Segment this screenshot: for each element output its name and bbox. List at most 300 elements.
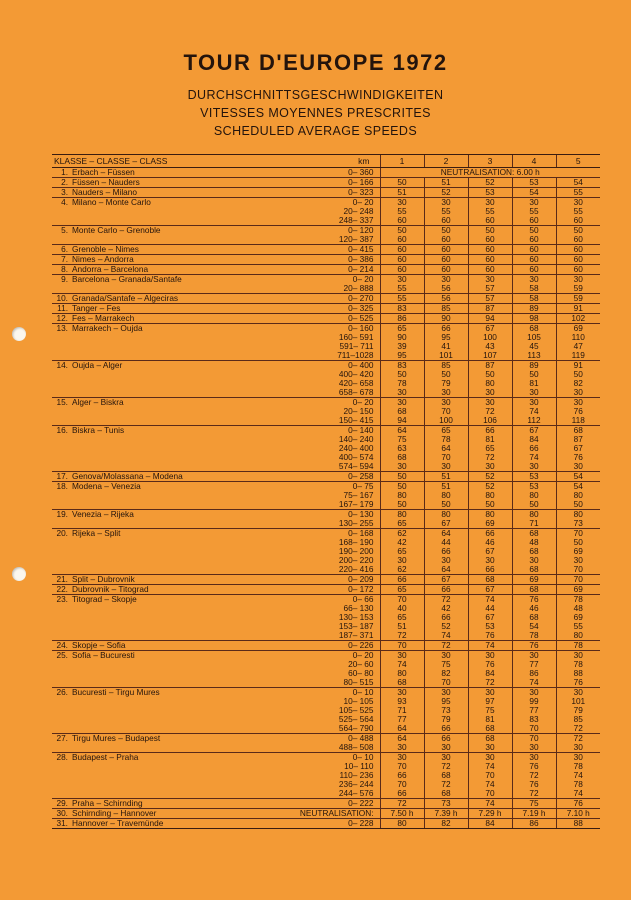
speed-value: 60: [485, 244, 495, 254]
speed-value: 54: [573, 177, 583, 187]
speed-class-2: [424, 651, 468, 688]
stage-route: Milano – Monte Carlo: [72, 198, 252, 226]
speed-value: 60: [573, 264, 583, 274]
speed-class-4: [512, 304, 556, 314]
km-range: 248– 337: [338, 215, 374, 225]
speed-value: 65: [397, 584, 407, 594]
speed-value: 60: [529, 254, 539, 264]
speed-value: 55: [397, 206, 407, 216]
km-range: 0– 214: [348, 264, 374, 274]
speed-value: 64: [441, 564, 451, 574]
speed-class-3: [468, 585, 512, 595]
km-range: 220– 416: [338, 564, 374, 574]
speed-class-1: [380, 188, 424, 198]
speed-value: 65: [397, 612, 407, 622]
speed-value: 30: [573, 752, 583, 762]
speed-value: 72: [485, 452, 495, 462]
speed-class-2: [424, 472, 468, 482]
speed-value: 60: [485, 234, 495, 244]
speed-value: 50: [529, 499, 539, 509]
header-km: km: [252, 155, 380, 168]
speed-class-4: [512, 819, 556, 829]
stage-route: Andorra – Barcelona: [72, 265, 252, 275]
stage-km: [252, 809, 380, 819]
km-range: 110– 236: [339, 770, 374, 780]
speed-value: 86: [529, 818, 539, 828]
stage-route: Oujda – Alger: [72, 361, 252, 398]
speed-class-5: [556, 226, 600, 245]
speed-value: 102: [571, 313, 586, 323]
speed-value: 58: [529, 283, 539, 293]
km-range: 240– 400: [338, 443, 374, 453]
km-range: 0– 415: [348, 244, 374, 254]
speed-value: 70: [573, 528, 583, 538]
speed-value: 76: [529, 761, 539, 771]
stage-km: [252, 275, 380, 294]
speed-class-4: [512, 324, 556, 361]
speed-class-3: [468, 265, 512, 275]
km-range: 591– 711: [339, 341, 374, 351]
speed-class-1: [380, 651, 424, 688]
km-range: 0– 222: [348, 798, 374, 808]
stage-km: [252, 178, 380, 188]
stage-route: Fes – Marrakech: [72, 314, 252, 324]
speed-class-2: [424, 482, 468, 510]
speed-value: 83: [529, 714, 539, 724]
speed-class-1: [380, 398, 424, 426]
stage-route: Alger – Biskra: [72, 398, 252, 426]
speed-value: 30: [529, 461, 539, 471]
speed-value: 82: [573, 378, 583, 388]
speed-value: 55: [397, 283, 407, 293]
speed-value: 91: [573, 303, 583, 313]
speed-value: 30: [485, 274, 495, 284]
speed-value: 30: [397, 397, 407, 407]
speed-value: 62: [397, 564, 407, 574]
speed-value: 67: [529, 425, 539, 435]
speed-value: 80: [397, 668, 407, 678]
speed-value: 30: [573, 197, 583, 207]
speed-value: 70: [529, 733, 539, 743]
speed-value: 113: [527, 350, 541, 360]
speed-value: 66: [441, 723, 451, 733]
speed-class-4: [512, 314, 556, 324]
km-range: 525– 564: [338, 714, 374, 724]
table-row: [52, 178, 600, 188]
speed-class-5: [556, 275, 600, 294]
speed-class-4: [512, 510, 556, 529]
stage-route: Budapest – Praha: [72, 753, 252, 799]
speed-value: 64: [441, 443, 451, 453]
speed-value: 74: [441, 630, 451, 640]
stage-number: 18.: [52, 482, 72, 510]
stage-route: Genova/Molassana – Modena: [72, 472, 252, 482]
speed-value: 44: [485, 603, 495, 613]
speed-value: 50: [485, 369, 495, 379]
speed-value: 85: [441, 360, 451, 370]
speed-value: 30: [573, 687, 583, 697]
speed-class-3: [468, 595, 512, 641]
km-range: 167– 179: [338, 499, 374, 509]
km-range: 0– 270: [348, 293, 374, 303]
speed-class-1: [380, 641, 424, 651]
table-row: [52, 529, 600, 575]
speed-class-1: [380, 753, 424, 799]
speed-class-1: [380, 324, 424, 361]
speed-class-3: [468, 809, 512, 819]
speed-class-3: [468, 472, 512, 482]
speed-value: 90: [441, 313, 451, 323]
km-range: 60– 80: [348, 668, 374, 678]
speed-value: 80: [397, 490, 407, 500]
stage-number: 6.: [52, 245, 72, 255]
speed-class-4: [512, 753, 556, 799]
table-row: [52, 245, 600, 255]
speed-value: 74: [485, 779, 495, 789]
speed-class-3: [468, 294, 512, 304]
km-range: 236– 244: [338, 779, 374, 789]
speed-class-5: [556, 799, 600, 809]
speed-class-4: [512, 799, 556, 809]
km-range: 488– 508: [338, 742, 374, 752]
speed-class-5: [556, 188, 600, 198]
speed-value: 46: [485, 537, 495, 547]
km-range: 20– 888: [343, 283, 374, 293]
km-range: 187– 371: [338, 630, 374, 640]
speed-value: 42: [441, 603, 451, 613]
speed-value: 68: [529, 546, 539, 556]
table-header-row: [52, 155, 600, 168]
speed-class-2: [424, 688, 468, 734]
stage-route: Nauders – Milano: [72, 188, 252, 198]
speed-value: 60: [573, 234, 583, 244]
speed-value: 30: [441, 742, 451, 752]
speed-value: 76: [485, 659, 495, 669]
speed-class-1: [380, 482, 424, 510]
speed-value: 74: [529, 677, 539, 687]
stage-km: [252, 361, 380, 398]
table-row: [52, 799, 600, 809]
speed-value: 78: [573, 640, 583, 650]
speed-value: 72: [529, 788, 539, 798]
speed-value: 30: [485, 197, 495, 207]
table-row: [52, 324, 600, 361]
speed-value: 30: [529, 687, 539, 697]
speed-value: 77: [529, 659, 539, 669]
stage-number: 4.: [52, 198, 72, 226]
stage-number: 16.: [52, 426, 72, 472]
speed-value: 30: [573, 387, 583, 397]
speed-value: 87: [485, 360, 495, 370]
stage-route: Bucuresti – Tirgu Mures: [72, 688, 252, 734]
stage-km: [252, 753, 380, 799]
speed-value: 30: [397, 687, 407, 697]
speed-class-2: [424, 265, 468, 275]
km-range: 0– 20: [352, 650, 374, 660]
speed-class-2: [424, 398, 468, 426]
speed-value: 64: [397, 723, 407, 733]
stage-km: [252, 575, 380, 585]
speed-value: 60: [441, 244, 451, 254]
speed-value: 66: [485, 564, 495, 574]
speed-value: 60: [529, 264, 539, 274]
speed-class-2: [424, 809, 468, 819]
speed-value: 55: [397, 293, 407, 303]
speed-class-5: [556, 245, 600, 255]
speed-class-5: [556, 294, 600, 304]
stage-route: Tirgu Mures – Budapest: [72, 734, 252, 753]
stage-km: [252, 734, 380, 753]
speed-value: 64: [397, 733, 407, 743]
subtitle-english: SCHEDULED AVERAGE SPEEDS: [213, 124, 418, 138]
speed-class-4: [512, 245, 556, 255]
speed-class-1: [380, 426, 424, 472]
speed-value: 86: [397, 313, 407, 323]
table-row: [52, 472, 600, 482]
stage-route: Biskra – Tunis: [72, 426, 252, 472]
speed-value: 41: [441, 341, 451, 351]
speed-value: 57: [485, 283, 495, 293]
neutralisation-note: NEUTRALISATION: 6.00 h: [380, 168, 600, 178]
speed-value: 65: [397, 546, 407, 556]
speed-value: 73: [573, 518, 583, 528]
speed-value: 7.39 h: [434, 808, 458, 818]
table-row: [52, 294, 600, 304]
speed-value: 76: [529, 594, 539, 604]
speed-class-3: [468, 529, 512, 575]
speed-class-3: [468, 753, 512, 799]
speed-value: 70: [441, 452, 451, 462]
km-range: 0– 325: [348, 303, 374, 313]
stage-number: 7.: [52, 255, 72, 265]
speed-value: 55: [485, 206, 495, 216]
stage-number: 17.: [52, 472, 72, 482]
speed-value: 74: [529, 452, 539, 462]
speed-value: 98: [529, 313, 539, 323]
stage-km: [252, 398, 380, 426]
speed-value: 48: [529, 537, 539, 547]
stage-number: 10.: [52, 294, 72, 304]
speed-value: 66: [441, 612, 451, 622]
table-row: [52, 734, 600, 753]
speed-value: 84: [529, 434, 539, 444]
speed-value: 56: [441, 293, 451, 303]
speed-value: 89: [529, 303, 539, 313]
speed-value: 100: [483, 332, 497, 342]
speed-value: 72: [573, 723, 583, 733]
speed-value: 68: [529, 584, 539, 594]
speed-value: 30: [485, 752, 495, 762]
stage-route: Hannover – Travemünde: [72, 819, 252, 829]
speed-value: 72: [485, 406, 495, 416]
speed-value: 78: [573, 594, 583, 604]
table-row: [52, 595, 600, 641]
speed-value: 67: [485, 323, 495, 333]
speed-value: 68: [573, 425, 583, 435]
speed-value: 62: [397, 528, 407, 538]
header-class-5: 5: [556, 155, 600, 168]
stage-route: Marrakech – Oujda: [72, 324, 252, 361]
speed-value: 55: [573, 187, 583, 197]
speed-class-4: [512, 575, 556, 585]
speed-value: 80: [485, 509, 495, 519]
speed-class-1: [380, 799, 424, 809]
speed-value: 68: [397, 406, 407, 416]
stage-km: [252, 265, 380, 275]
speed-value: 50: [397, 369, 407, 379]
speed-value: 76: [573, 406, 583, 416]
speed-value: 86: [529, 668, 539, 678]
stage-route: Dubrovnik – Titograd: [72, 585, 252, 595]
km-range: 130– 153: [338, 612, 374, 622]
speed-value: 30: [441, 274, 451, 284]
stage-number: 26.: [52, 688, 72, 734]
km-range: 190– 200: [338, 546, 374, 556]
speed-class-5: [556, 198, 600, 226]
speed-class-2: [424, 734, 468, 753]
speed-value: 60: [397, 254, 407, 264]
speed-value: 75: [441, 659, 451, 669]
km-range: 0– 120: [348, 225, 374, 235]
speed-value: 30: [397, 461, 407, 471]
speed-class-5: [556, 688, 600, 734]
speed-class-3: [468, 734, 512, 753]
speed-value: 60: [441, 215, 451, 225]
table-row: [52, 265, 600, 275]
speed-class-5: [556, 809, 600, 819]
speed-value: 30: [529, 387, 539, 397]
speed-value: 7.29 h: [478, 808, 502, 818]
speed-class-3: [468, 819, 512, 829]
km-range: 20– 248: [343, 206, 374, 216]
stage-number: 14.: [52, 361, 72, 398]
speed-class-4: [512, 398, 556, 426]
table-row: [52, 688, 600, 734]
speed-value: 101: [439, 350, 453, 360]
speed-value: 112: [527, 415, 541, 425]
stage-km: [252, 226, 380, 245]
stage-route: Skopje – Sofia: [72, 641, 252, 651]
speed-value: 78: [573, 779, 583, 789]
speed-class-5: [556, 324, 600, 361]
km-range: 711–1028: [337, 350, 374, 360]
table-row: [52, 575, 600, 585]
speed-class-5: [556, 472, 600, 482]
speed-class-1: [380, 304, 424, 314]
speed-value: 80: [573, 509, 583, 519]
speed-value: 30: [573, 461, 583, 471]
stage-number: 12.: [52, 314, 72, 324]
speed-class-4: [512, 188, 556, 198]
speed-value: 68: [397, 677, 407, 687]
speed-value: 30: [441, 461, 451, 471]
speed-value: 74: [573, 788, 583, 798]
speed-class-4: [512, 178, 556, 188]
speed-value: 106: [483, 415, 497, 425]
speed-class-2: [424, 575, 468, 585]
stage-km: [252, 426, 380, 472]
speed-value: 69: [573, 546, 583, 556]
stage-route: Titograd – Skopje: [72, 595, 252, 641]
speed-class-2: [424, 595, 468, 641]
speed-value: 79: [441, 714, 451, 724]
speed-value: 55: [529, 206, 539, 216]
speed-class-5: [556, 426, 600, 472]
subtitle-german: DURCHSCHNITTSGESCHWINDIGKEITEN: [187, 88, 444, 102]
speed-value: 76: [573, 452, 583, 462]
speed-value: 70: [573, 564, 583, 574]
speed-class-2: [424, 426, 468, 472]
speed-class-1: [380, 265, 424, 275]
stage-km: [252, 510, 380, 529]
speed-value: 91: [573, 360, 583, 370]
speed-class-2: [424, 799, 468, 809]
speed-value: 51: [397, 187, 407, 197]
speed-value: 50: [441, 225, 451, 235]
km-range: 105– 525: [338, 705, 374, 715]
speed-class-4: [512, 255, 556, 265]
stage-number: 31.: [52, 819, 72, 829]
speed-value: 74: [485, 640, 495, 650]
speed-class-3: [468, 398, 512, 426]
speed-value: 80: [441, 490, 451, 500]
speed-class-1: [380, 275, 424, 294]
speed-value: 52: [441, 187, 451, 197]
speed-value: 46: [529, 603, 539, 613]
speed-value: 76: [573, 798, 583, 808]
stage-km: [252, 314, 380, 324]
speed-value: 60: [529, 215, 539, 225]
km-range: 0– 20: [352, 397, 374, 407]
km-range: 0– 10: [352, 687, 374, 697]
stage-number: 25.: [52, 651, 72, 688]
speed-class-1: [380, 226, 424, 245]
km-range: 160– 591: [338, 332, 374, 342]
km-range: 400– 574: [338, 452, 374, 462]
speed-value: 68: [397, 452, 407, 462]
km-range: 75– 167: [343, 490, 374, 500]
km-range: 150– 415: [338, 415, 374, 425]
speed-value: 30: [529, 197, 539, 207]
speed-class-2: [424, 188, 468, 198]
table-body: [52, 168, 600, 829]
speed-value: 55: [573, 206, 583, 216]
km-range: 0– 488: [348, 733, 374, 743]
speed-class-4: [512, 809, 556, 819]
speed-value: 70: [573, 574, 583, 584]
stage-number: 13.: [52, 324, 72, 361]
km-range: 420– 658: [338, 378, 374, 388]
speed-class-1: [380, 294, 424, 304]
stage-number: 30.: [52, 809, 72, 819]
speed-value: 60: [441, 234, 451, 244]
speed-value: 88: [573, 818, 583, 828]
speed-value: 83: [397, 360, 407, 370]
speed-value: 66: [441, 323, 451, 333]
speed-class-3: [468, 641, 512, 651]
table-row: [52, 753, 600, 799]
stage-km: [252, 304, 380, 314]
header-class-4: 4: [512, 155, 556, 168]
speed-value: 66: [397, 574, 407, 584]
km-range: 10– 110: [344, 761, 374, 771]
speed-value: 30: [529, 650, 539, 660]
table-row: [52, 314, 600, 324]
speed-value: 51: [397, 621, 407, 631]
table-row: [52, 510, 600, 529]
speed-class-2: [424, 641, 468, 651]
km-range: 0– 10: [352, 752, 374, 762]
